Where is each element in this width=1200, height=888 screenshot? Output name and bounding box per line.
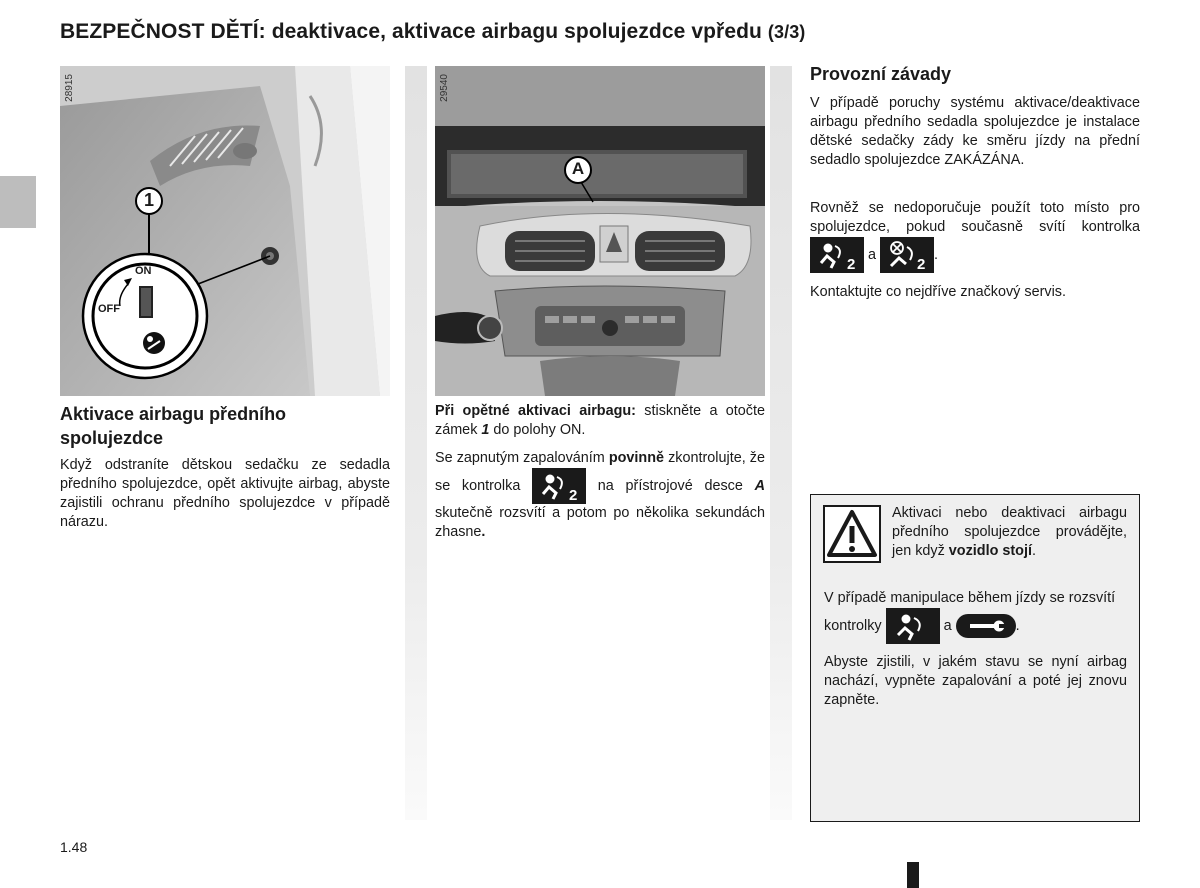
reactivation-paragraph: [435, 402, 765, 440]
warning-box: [810, 494, 1140, 822]
figure-number: 28915: [64, 74, 75, 102]
text-run: V případě manipulace během jízdy se rozsvítí kontrolky: [824, 590, 1116, 634]
warning-paragraph-3: Abyste zjistili, v jakém stavu se nyní airbag nachází, vypněte zapalování a poté jej znovu zapněte.: [824, 654, 1127, 708]
title-main: BEZPEČNOST DĚTÍ: deaktivace, aktivace airbagu spolujezdce vpředu: [60, 20, 762, 43]
svg-text:2: 2: [569, 487, 578, 504]
text-run: Aktivaci nebo deaktivaci airbagu předního spolujezdce provádějte, jen když: [892, 505, 1127, 559]
page-number: 1.48: [60, 839, 88, 855]
contact-service-paragraph: Kontaktujte co nejdříve značkový servis.: [810, 284, 1066, 300]
svg-text:2: 2: [847, 256, 856, 273]
section-heading-activation: Aktivace airbagu předního spolujezdce: [60, 404, 287, 448]
switch-off-label: OFF: [98, 303, 120, 315]
passenger-airbag-on-icon: [810, 237, 864, 273]
svg-text:2: 2: [917, 256, 926, 273]
section-heading-faults: Provozní závady: [810, 64, 952, 84]
text-run: .: [481, 524, 486, 540]
passenger-airbag-icon: [886, 608, 940, 644]
warning-paragraph-2: [824, 589, 1127, 644]
callout-1: 1: [143, 190, 154, 210]
text-run: do polohy ON.: [489, 422, 586, 438]
warning-triangle-icon: [823, 505, 881, 563]
text-run: na přístrojové desce: [586, 477, 755, 494]
callout-a: A: [571, 159, 585, 178]
check-paragraph: [435, 449, 765, 542]
warning-paragraph-1: [892, 504, 1127, 561]
text-run: a: [864, 246, 880, 263]
text-run: skutečně rozsvítí a potom po několika sekundách zhasne: [435, 505, 765, 540]
dashboard-figure: [435, 66, 765, 396]
text-run: .: [1031, 543, 1036, 559]
fault-paragraph: V případě poruchy systému aktivace/deaktivace airbagu předního sedadla spolujezdce je instalace dětské sedačky zády ke směru jízdy na přední sedadlo spolujezdce ZAKÁZÁNA.: [810, 95, 1140, 168]
mandatory-word: povinně: [608, 450, 665, 466]
panel-letter: A: [754, 477, 765, 494]
page-edge-marker: [907, 862, 919, 888]
lock-number: 1: [481, 422, 490, 438]
passenger-airbag-on-icon: [532, 468, 586, 504]
airbag-switch-illustration: [60, 66, 390, 396]
text-run: Rovněž se nedoporučuje použít toto místo pro spolujezdce, pokud současně svítí kontrolka: [810, 200, 1140, 235]
text-run: a: [939, 617, 956, 634]
reactivation-lead: Při opětné aktivaci airbagu:: [435, 403, 636, 419]
activation-paragraph: Když odstraníte dětskou sedačku ze sedadla předního spolujezdce, opět aktivujte airbag, abyste zajistili ochranu předního spolujezdce v případě nárazu.: [60, 457, 390, 530]
title-suffix: (3/3): [767, 22, 806, 42]
text-run: zkontrolujte, že se kontrolka: [435, 450, 765, 494]
text-run: stiskněte a otočte zámek: [435, 403, 765, 438]
wrench-icon: [956, 614, 1016, 638]
passenger-airbag-off-icon: [880, 237, 934, 273]
page-title: [60, 20, 805, 44]
not-recommended-paragraph: [810, 199, 1140, 273]
switch-on-label: ON: [135, 265, 152, 277]
airbag-switch-figure: [60, 66, 390, 396]
text-run: Se zapnutým zapalováním: [435, 450, 609, 466]
figure-number: 29540: [439, 74, 450, 102]
text-run: .: [934, 246, 938, 263]
column-separator: [405, 66, 427, 820]
vehicle-stationary: vozidlo stojí: [948, 543, 1032, 559]
chapter-tab: [0, 176, 36, 228]
text-run: .: [1015, 617, 1020, 634]
dashboard-illustration: [435, 66, 765, 396]
column-separator: [770, 66, 792, 820]
